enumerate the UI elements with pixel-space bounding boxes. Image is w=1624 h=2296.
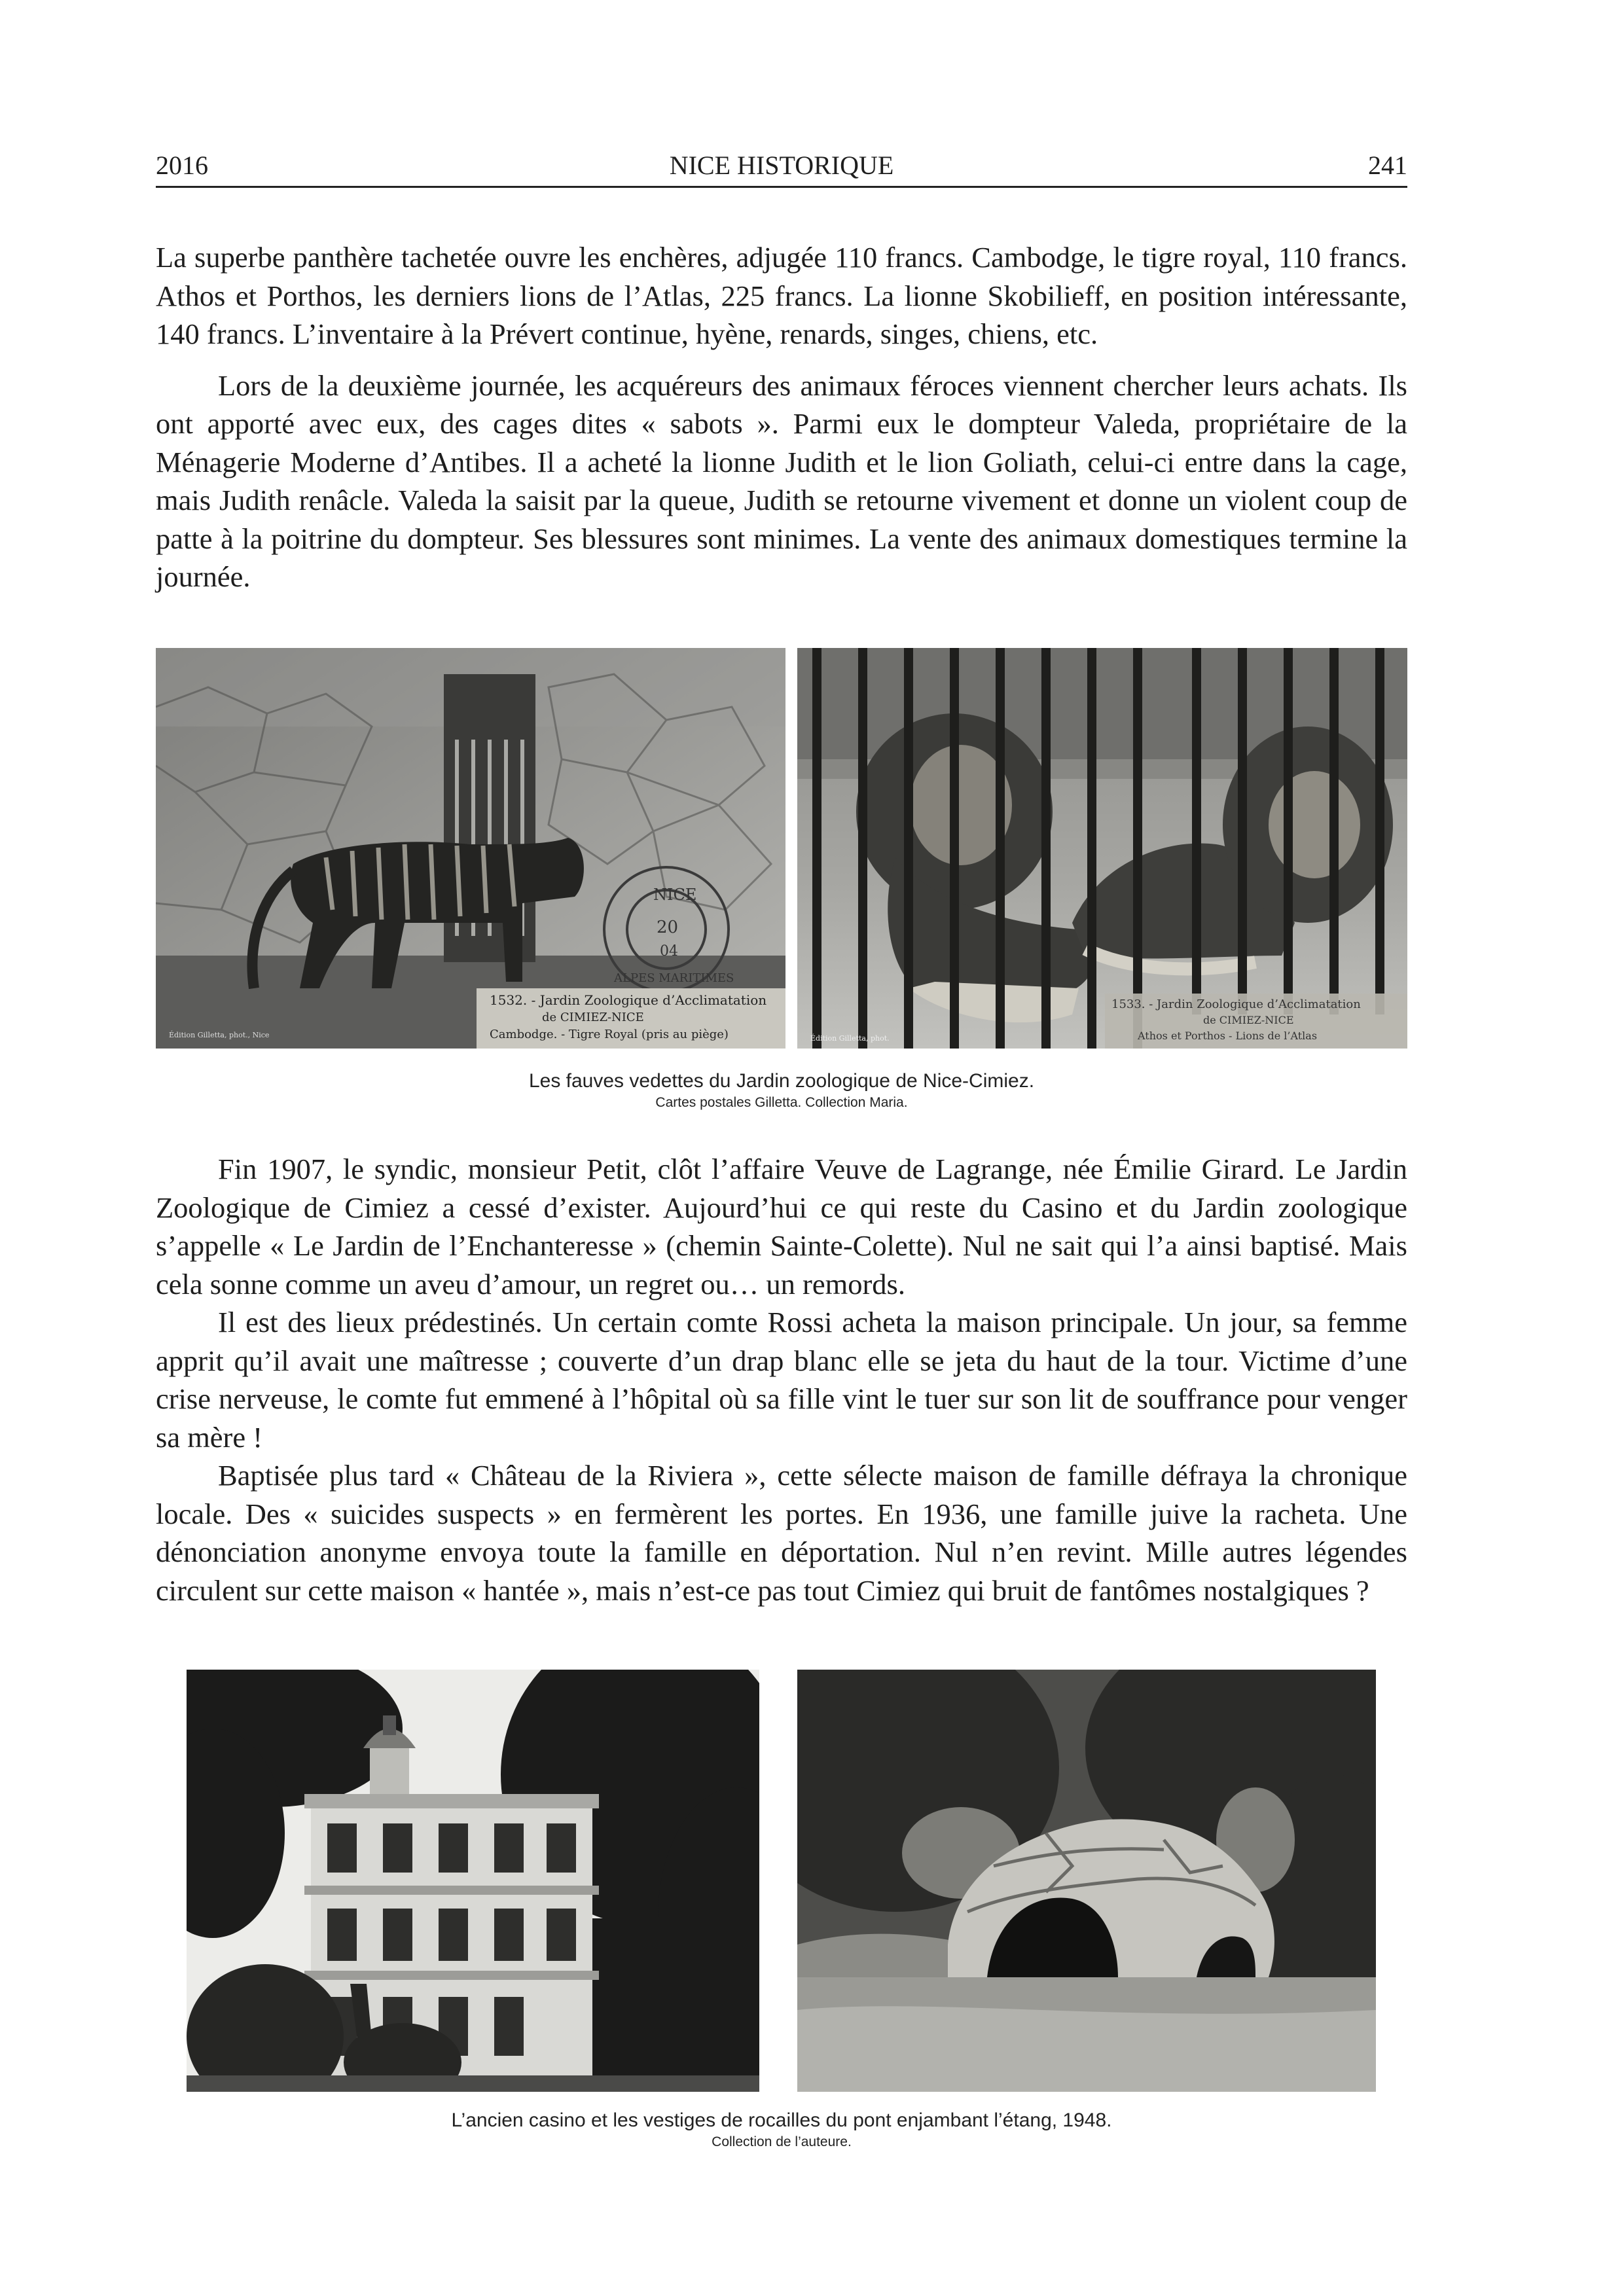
figure1-caption xyxy=(156,1069,1407,1112)
paragraph: La superbe panthère tachetée ouvre les enchères, adjugée 110 francs. Cambodge, le tigre royal, 110 francs. Athos et Porthos, les derniers lions de l’Atlas, 225 francs. La lionne Skobilieff, en position intéressante, 140 francs. L’inventaire à la Prévert continue, hyène, renards, singes, chiens, etc. xyxy=(156,241,1407,350)
header-page-number: 241 xyxy=(1368,151,1407,180)
svg-text:20: 20 xyxy=(657,918,679,937)
figure2-credit: Collection de l’auteure. xyxy=(712,2134,852,2149)
figure2-caption-text: L’ancien casino et les vestiges de rocailles du pont enjambant l’étang, 1948. xyxy=(451,2109,1112,2131)
running-header xyxy=(156,149,1407,188)
paragraph: Fin 1907, le syndic, monsieur Petit, clôt l’affaire Veuve de Lagrange, née Émilie Girard. Le Jardin Zoologique de Cimiez a cessé d’exister. Aujourd’hui ce qui reste du Casino et du Jardin zoologique s’appelle « Le Jardin de l’Enchanteresse » (chemin Sainte-Colette). Nul ne sait qui l’a ainsi baptisé. Mais cela sonne comme un aveu d’amour, un regret ou… un remords. xyxy=(156,1153,1407,1300)
casino-building-photo xyxy=(187,1670,759,2092)
svg-text:1533. - Jardin Zoologique d’Ac: 1533. - Jardin Zoologique d’Acclimatation xyxy=(1111,997,1361,1011)
paragraph: Il est des lieux prédestinés. Un certain comte Rossi acheta la maison principale. Un jour, sa femme apprit qu’il avait une maîtresse ; couverte d’un drap blanc elle se jeta du haut de la tour. Victime d’une crise nerveuse, le comte fut emmené à l’hôpital où sa fille vint le tuer sur son lit de souffrance pour venger sa mère ! xyxy=(156,1306,1407,1454)
svg-text:ALPES MARITIMES: ALPES MARITIMES xyxy=(614,971,734,985)
svg-text:Cambodge. - Tigre Royal (pris: Cambodge. - Tigre Royal (pris au piège) xyxy=(490,1028,729,1041)
lions-postcard-photo xyxy=(797,648,1407,1049)
svg-text:de CIMIEZ-NICE: de CIMIEZ-NICE xyxy=(542,1011,644,1024)
text-block-middle xyxy=(156,1150,1407,1609)
svg-text:1532. - Jardin Zoologique d’Ac: 1532. - Jardin Zoologique d’Acclimatation xyxy=(490,992,767,1008)
svg-text:04: 04 xyxy=(660,943,678,960)
paragraph: Baptisée plus tard « Château de la Riviera », cette sélecte maison de famille défraya la chronique locale. Des « suicides suspects » en fermèrent les portes. En 1936, une famille juive la racheta. Une dénonciation anonyme envoya toute la famille en déportation. Nul n’en revint. Mille autres légendes circulent sur cette maison « hantée », mais n’est-ce pas tout Cimiez qui bruit de fantômes nostalgiques ? xyxy=(156,1459,1407,1607)
text-block-top xyxy=(156,238,1407,596)
svg-text:Édition Gilletta, phot., Nice: Édition Gilletta, phot., Nice xyxy=(169,1031,270,1039)
svg-text:Édition Gilletta, phot.: Édition Gilletta, phot. xyxy=(810,1034,890,1043)
figure1-credit: Cartes postales Gilletta. Collection Maria. xyxy=(655,1095,908,1110)
svg-text:NICE: NICE xyxy=(653,886,697,904)
header-year: 2016 xyxy=(156,151,208,180)
svg-text:Athos et Porthos - Lions de l’: Athos et Porthos - Lions de l’Atlas xyxy=(1138,1030,1318,1042)
rock-grotto-photo xyxy=(797,1670,1376,2092)
paragraph: Lors de la deuxième journée, les acquéreurs des animaux féroces viennent chercher leurs achats. Ils ont apporté avec eux, des cages dites « sabots ». Parmi eux le dompteur Valeda, propriétaire de la Ménagerie Moderne d’Antibes. Il a acheté la lionne Judith et le lion Goliath, celui-ci entre dans la cage, mais Judith renâcle. Valeda la saisit par la queue, Judith se retourne vivement et donne un violent coup de patte à la poitrine du dompteur. Ses blessures sont minimes. La vente des animaux domestiques termine la journée. xyxy=(156,368,1407,593)
header-title: NICE HISTORIQUE xyxy=(669,151,894,180)
figure1-caption-text: Les fauves vedettes du Jardin zoologique de Nice-Cimiez. xyxy=(528,1070,1035,1092)
figure2-caption xyxy=(156,2108,1407,2151)
svg-text:de CIMIEZ-NICE: de CIMIEZ-NICE xyxy=(1203,1014,1294,1026)
tiger-postcard-photo xyxy=(156,648,785,1049)
